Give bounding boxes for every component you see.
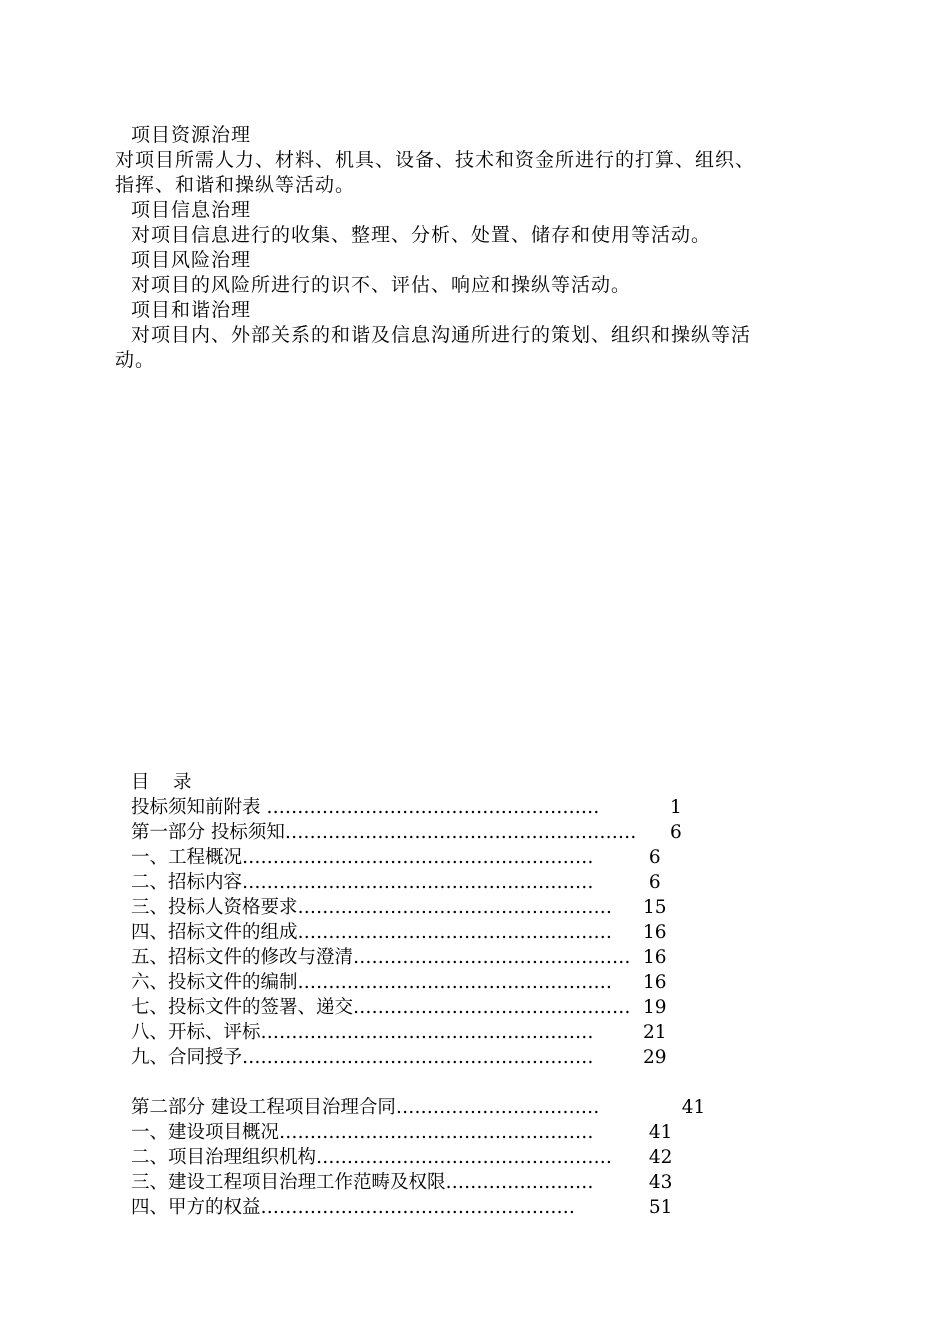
paragraph-risk: 对项目的风险所进行的识不、评估、响应和操纵等活动。 xyxy=(131,274,632,296)
toc-entry-label: 九、合同授予………………………………………………… xyxy=(131,1047,594,1068)
toc-entry-label: 一、工程概况………………………………………………… xyxy=(131,847,594,868)
heading-information-management: 项目信息治理 xyxy=(131,199,252,221)
paragraph-harmony-line-1: 对项目内、外部关系的和谐及信息沟通所进行的策划、组织和操纵等活 xyxy=(131,324,752,346)
toc-entry-page: 15 xyxy=(643,897,667,918)
heading-resource-management: 项目资源治理 xyxy=(131,124,252,146)
toc-entry-page: 41 xyxy=(670,1097,706,1118)
toc-entry-label: 二、项目治理组织机构………………………………………… xyxy=(131,1147,613,1168)
toc-title: 目 录 xyxy=(131,772,192,793)
heading-harmony-management: 项目和谐治理 xyxy=(131,299,252,321)
paragraph-resource-line-2: 指挥、和谐和操纵等活动。 xyxy=(115,174,356,196)
toc-entry-page: 6 xyxy=(643,847,661,868)
toc-entry-page: 6 xyxy=(670,822,682,843)
toc-entry-page: 51 xyxy=(643,1197,673,1218)
toc-entry-page: 16 xyxy=(643,922,667,943)
toc-entry-label: 四、招标文件的组成…………………………………………… xyxy=(131,922,613,943)
toc-entry-label: 二、招标内容………………………………………………… xyxy=(131,872,594,893)
toc-entry-page: 6 xyxy=(643,872,661,893)
toc-entry-label: 投标须知前附表 ……………………………………………… xyxy=(131,797,600,818)
toc-entry-label: 三、建设工程项目治理工作范畴及权限…………………… xyxy=(131,1172,594,1193)
toc-entry-page: 16 xyxy=(643,947,667,968)
toc-entry-page: 21 xyxy=(643,1022,667,1043)
toc-entry-label: 四、甲方的权益…………………………………………… xyxy=(131,1197,576,1218)
paragraph-resource-line-1: 对项目所需人力、材料、机具、设备、技术和资金所进行的打算、组织、 xyxy=(115,149,756,171)
toc-entry-page: 19 xyxy=(643,997,667,1018)
toc-entry-label: 八、开标、评标……………………………………………… xyxy=(131,1022,594,1043)
paragraph-information: 对项目信息进行的收集、整理、分析、处置、储存和使用等活动。 xyxy=(131,224,712,246)
toc-entry-label: 第一部分 投标须知………………………………………………… xyxy=(131,822,637,843)
toc-entry-label: 六、投标文件的编制…………………………………………… xyxy=(131,972,613,993)
toc-entry-page: 43 xyxy=(643,1172,673,1193)
heading-risk-management: 项目风险治理 xyxy=(131,249,252,271)
toc-entry-label: 第二部分 建设工程项目治理合同…………………………… xyxy=(131,1097,600,1118)
toc-entry-page: 16 xyxy=(643,972,667,993)
paragraph-harmony-line-2: 动。 xyxy=(115,349,156,371)
toc-entry-page: 1 xyxy=(670,797,682,818)
toc-entry-page: 29 xyxy=(643,1047,667,1068)
toc-entry-label: 七、投标文件的签署、递交……………………………………… xyxy=(131,997,631,1018)
toc-entry-label: 五、招标文件的修改与澄清……………………………………… xyxy=(131,947,631,968)
toc-entry-label: 三、投标人资格要求…………………………………………… xyxy=(131,897,613,918)
toc-entry-page: 41 xyxy=(643,1122,673,1143)
toc-entry-page: 42 xyxy=(643,1147,673,1168)
toc-entry-label: 一、建设项目概况…………………………………………… xyxy=(131,1122,594,1143)
